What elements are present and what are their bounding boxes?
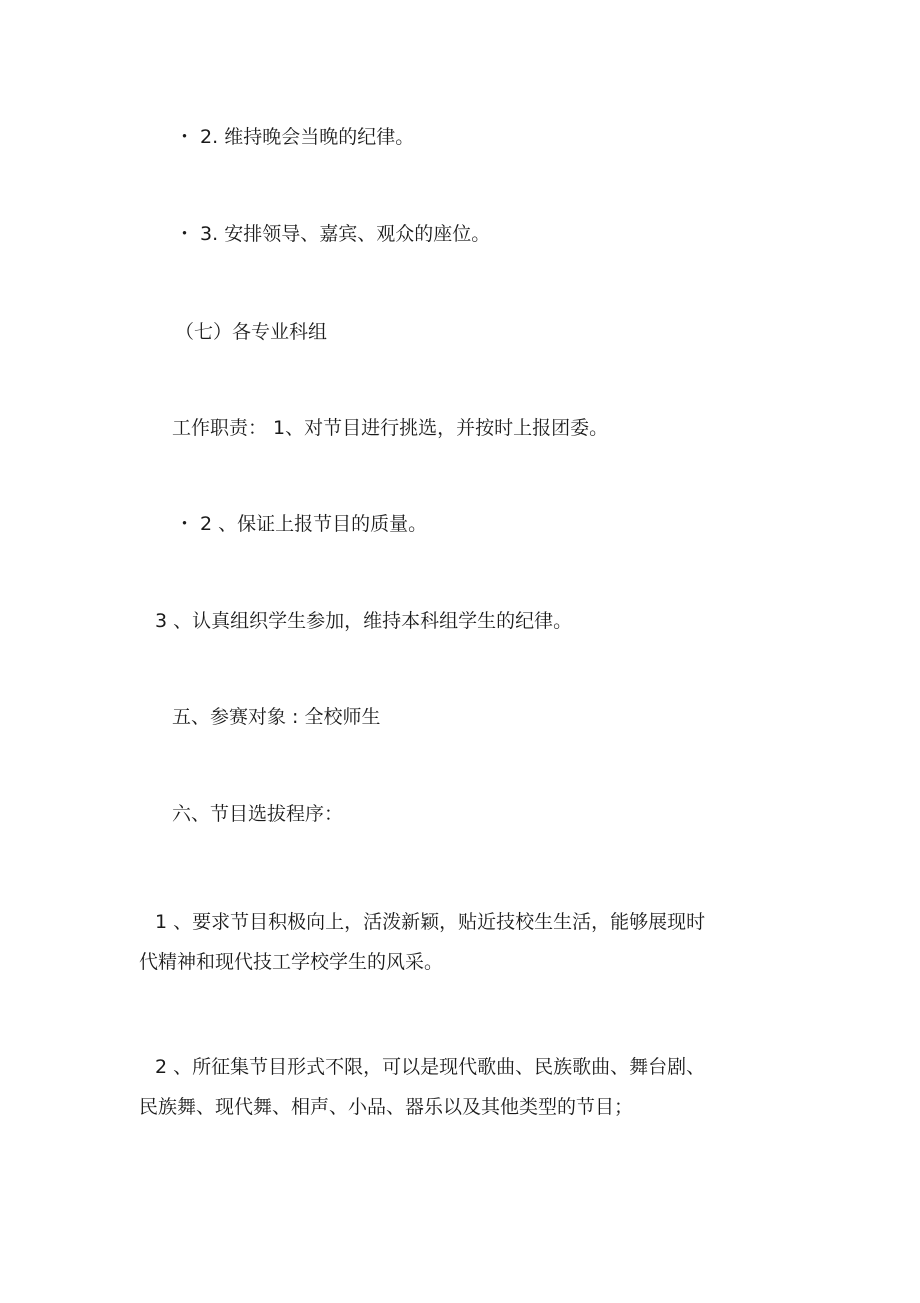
paragraph-line: 1 、要求节目积极向上，活泼新颖，贴近技校生生活，能够展现时 [155, 911, 706, 933]
item-arrange-seats: ・ 3. 安排领导、嘉宾、观众的座位。 [175, 223, 491, 245]
paragraph-line: 代精神和现代技工学校学生的风采。 [139, 951, 444, 973]
paragraph-line: 2 、所征集节目形式不限，可以是现代歌曲、民族歌曲、舞台剧、 [155, 1056, 706, 1078]
item-maintain-discipline: ・ 2. 维持晚会当晚的纪律。 [175, 126, 415, 148]
item-organize-students: 3 、认真组织学生参加，维持本科组学生的纪律。 [155, 610, 573, 632]
paragraph-line: 民族舞、现代舞、相声、小品、器乐以及其他类型的节目； [139, 1096, 634, 1118]
item-ensure-quality: ・ 2 、保证上报节目的质量。 [175, 513, 428, 535]
duties-line: 工作职责： 1、对节目进行挑选，并按时上报团委。 [172, 417, 609, 439]
section-heading-professional-groups: （七）各专业科组 [175, 321, 328, 343]
paragraph-requirement-1 [139, 902, 759, 982]
paragraph-requirement-2 [139, 1047, 759, 1127]
section-heading-selection-procedure: 六、节目选拔程序： [172, 803, 344, 825]
section-heading-participants: 五、参赛对象 : 全校师生 [172, 706, 381, 728]
